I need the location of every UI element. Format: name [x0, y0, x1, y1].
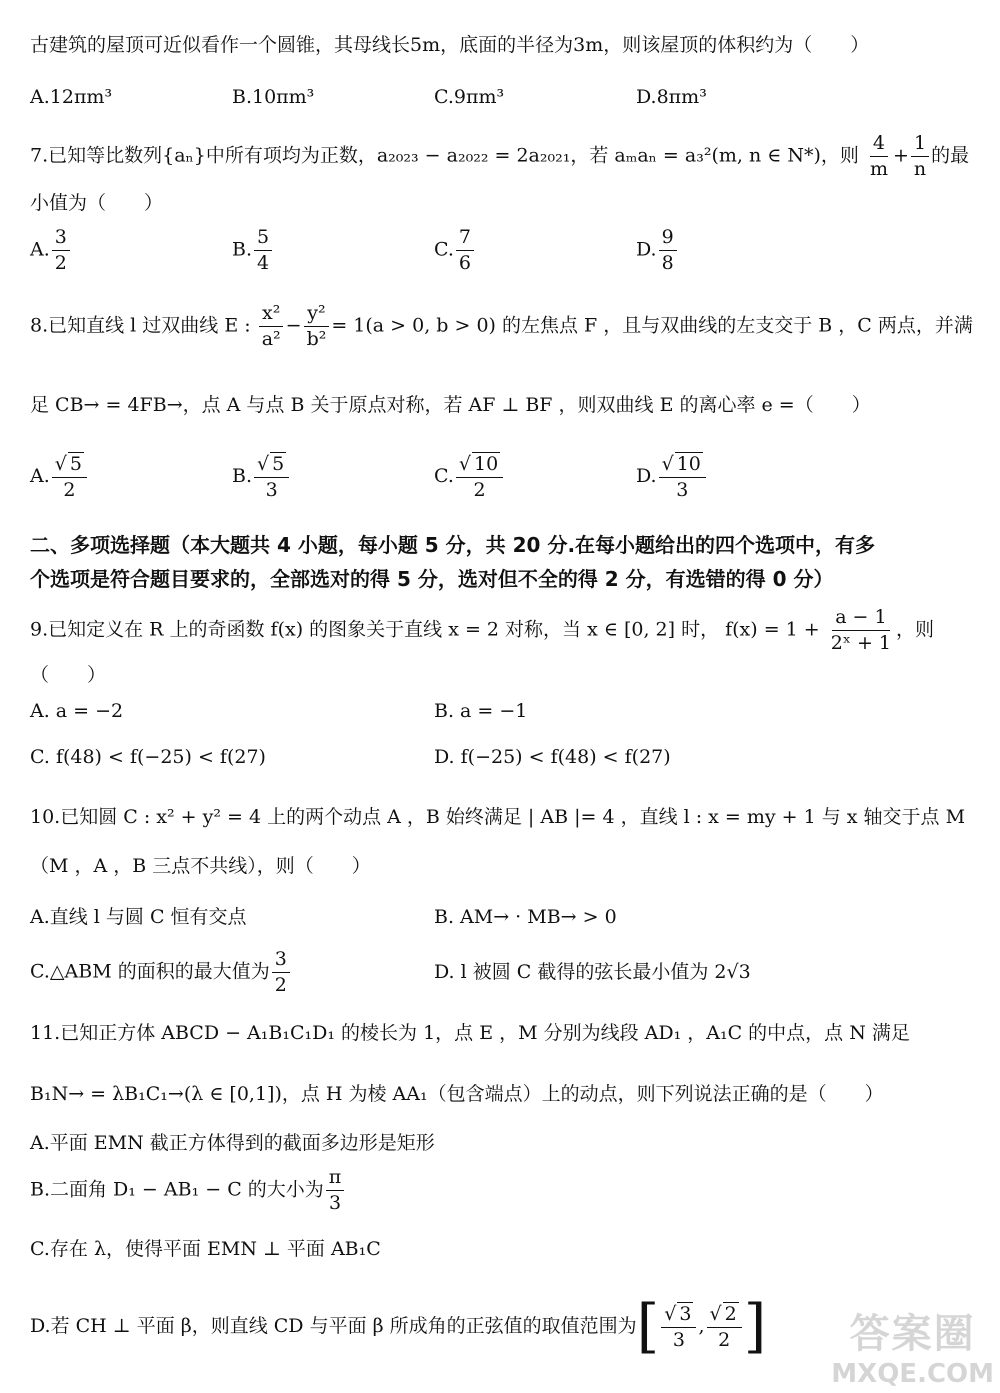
section2-heading-line1: 二、多项选择题（本大题共 4 小题，每小题 5 分，共 20 分.在每小题给出的四个选项中，有多	[30, 533, 876, 557]
q7-frac-4-over-m: $\frac{4}{m}$	[869, 132, 888, 180]
q10-stem-line1: 10.已知圆 C : x² + y² = 4 上的两个动点 A ，B 始终满足 | AB |= 4 ，直线 l : x = my + 1 与 x 轴交于点 M	[30, 806, 966, 828]
q7-option-a: A. $\frac{3}{2}$	[30, 226, 72, 275]
q9-stem-line2: （ ）	[30, 664, 107, 686]
q6-option-b: B.10πm³	[232, 86, 315, 108]
q11-stem-line1: 11.已知正方体 ABCD − A₁B₁C₁D₁ 的棱长为 1，点 E ，M 分别为线段 AD₁ ，A₁C 的中点，点 N 满足	[30, 1022, 910, 1044]
q8-stem-line2: 足 CB→ = 4FB→，点 A 与点 B 关于原点对称，若 AF ⊥ BF ，则双曲线 E 的离心率 e =（ ）	[30, 394, 871, 416]
q7-stem-line2: 小值为（ ）	[30, 192, 164, 214]
q11-option-d: D.若 CH ⊥ 平面 β，则直线 CD 与平面 β 所成角的正弦值的取值范围为[ $\frac{√ 3}{3}$ , $\frac{√ 2}{2}$ ]	[30, 1292, 767, 1360]
q9-option-a: A. a = −2	[30, 700, 124, 722]
q6-option-d: D.8πm³	[636, 86, 707, 108]
q8-option-b: B. $\frac{√ 5}{3}$	[232, 452, 291, 502]
q10-stem-line2: （M ，A ，B 三点不共线），则（ ）	[30, 855, 371, 877]
q10-option-b: B. AM→ · MB→ > 0	[434, 906, 617, 928]
q7-option-d: D. $\frac{9}{8}$	[636, 226, 679, 275]
q7-option-b: B. $\frac{5}{4}$	[232, 226, 274, 275]
q11-option-c: C.存在 λ，使得平面 EMN ⊥ 平面 AB₁C	[30, 1238, 381, 1260]
watermark-logo: 答案圈 MXQE.COM	[831, 1311, 994, 1389]
q11-stem-line2: B₁N→ = λB₁C₁→(λ ∈ [0,1])，点 H 为棱 AA₁（包含端点）上的动点，则下列说法正确的是（ ）	[30, 1083, 884, 1105]
q10-option-d: D. l 被圆 C 截得的弦长最小值为 2√3	[434, 961, 751, 983]
q7-stem-text: 7.已知等比数列{aₙ}中所有项均为正数，a₂₀₂₃ − a₂₀₂₂ = 2a₂₀₂₁，若 aₘaₙ = a₃²(m, n ∈ N*)，则	[30, 144, 859, 167]
q10-option-a: A.直线 l 与圆 C 恒有交点	[30, 906, 247, 928]
q6-option-a: A.12πm³	[30, 86, 113, 108]
q8-option-c: C. $\frac{√ 10}{2}$	[434, 452, 505, 502]
q7-frac-1-over-n: $\frac{1}{n}$	[911, 132, 929, 181]
q8-option-a: A. $\frac{√ 5}{2}$	[30, 452, 89, 502]
q9-option-d: D. f(−25) < f(48) < f(27)	[434, 746, 671, 768]
q6-option-c: C.9πm³	[434, 86, 505, 108]
q9-option-c: C. f(48) < f(−25) < f(27)	[30, 746, 266, 768]
q7-option-c: C. $\frac{7}{6}$	[434, 226, 476, 275]
q11-option-b: B.二面角 D₁ − AB₁ − C 的大小为 $\frac{\pi}{3}$	[30, 1166, 346, 1215]
q9-stem-line1: 9.已知定义在 R 上的奇函数 f(x) 的图象关于直线 x = 2 对称，当 x ∈ [0, 2] 时， f(x) = 1 + $\frac{a - 1}{\text{2ˣ + 1}}$ ，则	[30, 606, 935, 654]
q6-stem: 古建筑的屋顶可近似看作一个圆锥，其母线长5m，底面的半径为3m，则该屋顶的体积约为（ ）	[30, 34, 870, 56]
q9-option-b: B. a = −1	[434, 700, 528, 722]
section2-heading-line2: 个选项是符合题目要求的，全部选对的得 5 分，选对但不全的得 2 分，有选错的得 0 分）	[30, 567, 834, 591]
q10-option-c: C.△ABM 的面积的最大值为 $\frac{3}{2}$	[30, 948, 292, 997]
q8-option-d: D. $\frac{√ 10}{3}$	[636, 452, 708, 502]
q8-stem-line1: 8.已知直线 l 过双曲线 E : $\frac{\text{x²}}{\text{a²}}$ − $\frac{\text{y²}}{\text{b²}}$ = 1(a > 0, b > 0) 的左焦点 F ，且与双曲线的左支交于 B ，C 两点，并满	[30, 302, 973, 350]
q7-stem-line1: 7.已知等比数列{aₙ}中所有项均为正数，a₂₀₂₃ − a₂₀₂₂ = 2a₂₀₂₁，若 aₘaₙ = a₃²(m, n ∈ N*)，则 $\frac{4}{m}$ + $\frac{1}{n}$ 的最	[30, 132, 970, 180]
q11-option-a: A.平面 EMN 截正方体得到的截面多边形是矩形	[30, 1132, 435, 1154]
